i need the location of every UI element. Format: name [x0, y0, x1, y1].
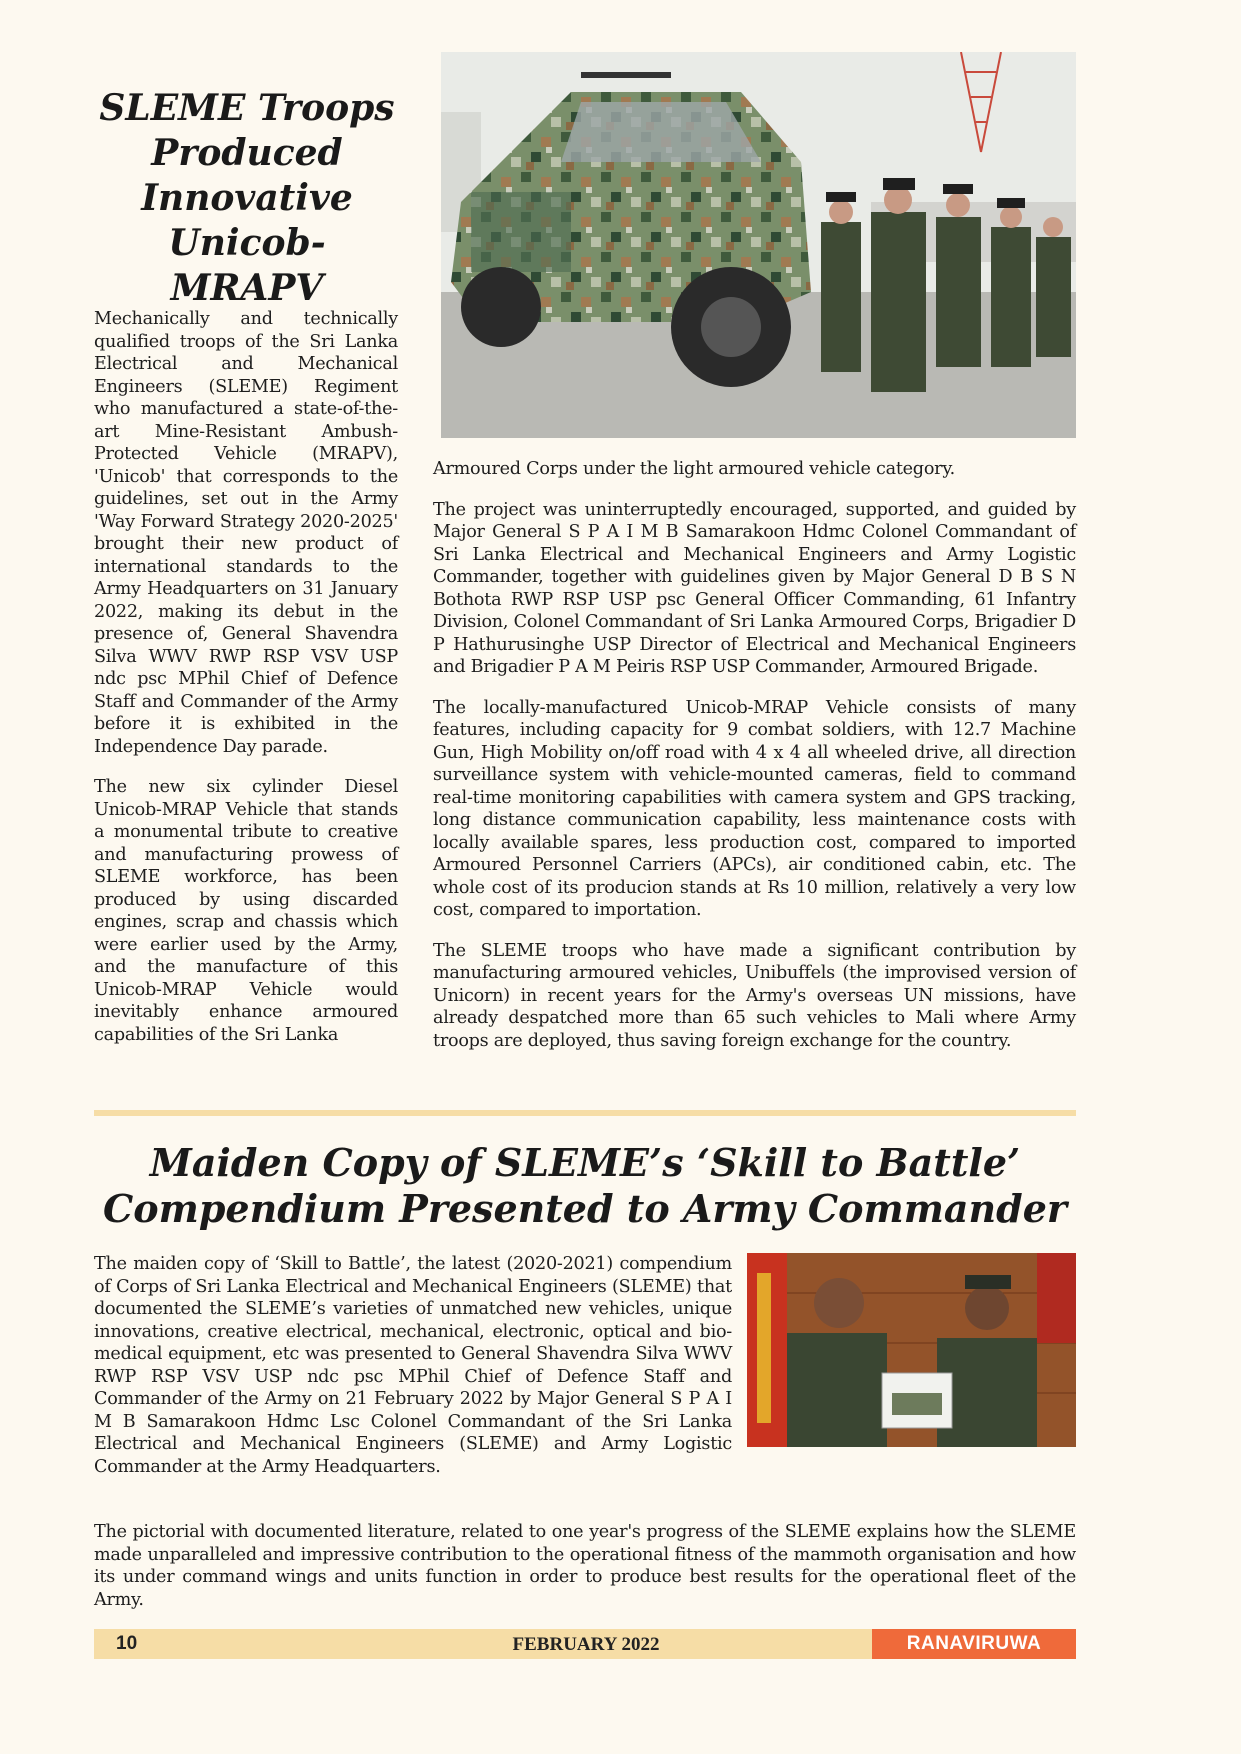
- article2-column: [94, 1253, 732, 1496]
- presentation-photo: [747, 1253, 1076, 1447]
- paragraph: The project was uninterruptedly encouraged, supported, and guided by Major General S P A I M B Samarakoon Hdmc Colonel Commandant of Sri Lanka Electrical and Mechanical Engineers and Army Logistic Commander, together with guidelines given by Major General D B S N Bothota RWP RSP USP psc General Officer Commanding, 61 Infantry Division, Colonel Commandant of Sri Lanka Armoured Corps, Brigadier D P Hathurusinghe USP Director of Electrical and Mechanical Engineers and Brigadier P A M Peiris RSP USP Commander, Armoured Brigade.: [433, 499, 1076, 677]
- paragraph: The locally-manufactured Unicob-MRAP Vehicle consists of many features, including capacity for 9 combat soldiers, with 12.7 Machine Gun, High Mobility on/off road with 4 x 4 all wheeled drive, all direction surveillance system with vehicle-mounted cameras, field to command real-time monitoring capabilities with camera system and GPS tracking, long distance communication capability, less maintenance costs with locally available spares, less production cost, compared to imported Armoured Personnel Carriers (APCs), air conditioned cabin, etc. The whole cost of its producion stands at Rs 10 million, relatively a very low cost, compared to importation.: [433, 697, 1076, 920]
- article-title: Maiden Copy of SLEME’s ‘Skill to Battle’ Compendium Presented to Army Commander: [103, 1140, 1067, 1231]
- article-title: SLEME Troops Produced Innovative Unicob- MRAPV: [99, 87, 395, 309]
- section-divider: [94, 1110, 1076, 1116]
- paragraph: The new six cylinder Diesel Unicob-MRAP Vehicle that stands a monumental tribute to creative and manufacturing prowess of SLEME workforce, has been produced by using discarded engines, scrap and chassis which were earlier used by the Army, and the manufacture of this Unicob-MRAP Vehicle would inevitably enhance armoured capabilities of the Sri Lanka: [94, 777, 398, 1045]
- issue-date: FEBRUARY 2022: [512, 1634, 660, 1655]
- paragraph: The pictorial with documented literature, related to one year's progress of the SLEME explains how the SLEME made unparalleled and impressive contribution to the operational fitness of the mammoth organisation and how its under command wings and units function in order to produce best results for the operational fleet of the Army.: [94, 1522, 1076, 1610]
- article-right-column: [433, 458, 1076, 1070]
- paragraph: The maiden copy of ‘Skill to Battle’, the latest (2020-2021) compendium of Corps of Sri Lanka Electrical and Mechanical Engineers (SLEME) that documented the SLEME’s varieties of unmatched new vehicles, unique innovations, creative electrical, mechanical, electronic, optical and bio-medical equipment, etc was presented to General Shavendra Silva WWV RWP RSP VSV USP ndc psc MPhil Chief of Defence Staff and Commander of the Army on 21 February 2022 by Major General S P A I M B Samarakoon Hdmc Lsc Colonel Commandant of the Sri Lanka Electrical and Mechanical Engineers (SLEME) and Army Logistic Commander at the Army Headquarters.: [94, 1254, 732, 1477]
- paragraph: Mechanically and technically qualified troops of the Sri Lanka Electrical and Mechanical Engineers (SLEME) Regiment who manufactured a state-of-the-art Mine-Resistant Ambush-Protected Vehicle (MRAPV), 'Unicob' that corresponds to the guidelines, set out in the Army 'Way Forward Strategy 2020-2025' brought their new product of international standards to the Army Headquarters on 31 January 2022, making its debut in the presence of, General Shavendra Silva WWV RWP RSP VSV USP ndc psc MPhil Chief of Defence Staff and Commander of the Army before it is exhibited in the Independence Day parade.: [94, 309, 398, 757]
- article2-paragraph-full: [94, 1521, 1076, 1629]
- article-left-column: [94, 308, 398, 1064]
- page-number: 10: [116, 1633, 138, 1654]
- paragraph: The SLEME troops who have made a significant contribution by manufacturing armoured vehicles, Unibuffels (the improvised version of Unicorn) in recent years for the Army's overseas UN missions, have already despatched more than 65 such vehicles to Mali where Army troops are deployed, thus saving foreign exchange for the country.: [433, 940, 1076, 1051]
- magazine-brand: RANAVIRUWA: [872, 1629, 1076, 1659]
- paragraph: Armoured Corps under the light armoured vehicle category.: [433, 459, 956, 479]
- vehicle-photo: [441, 52, 1076, 438]
